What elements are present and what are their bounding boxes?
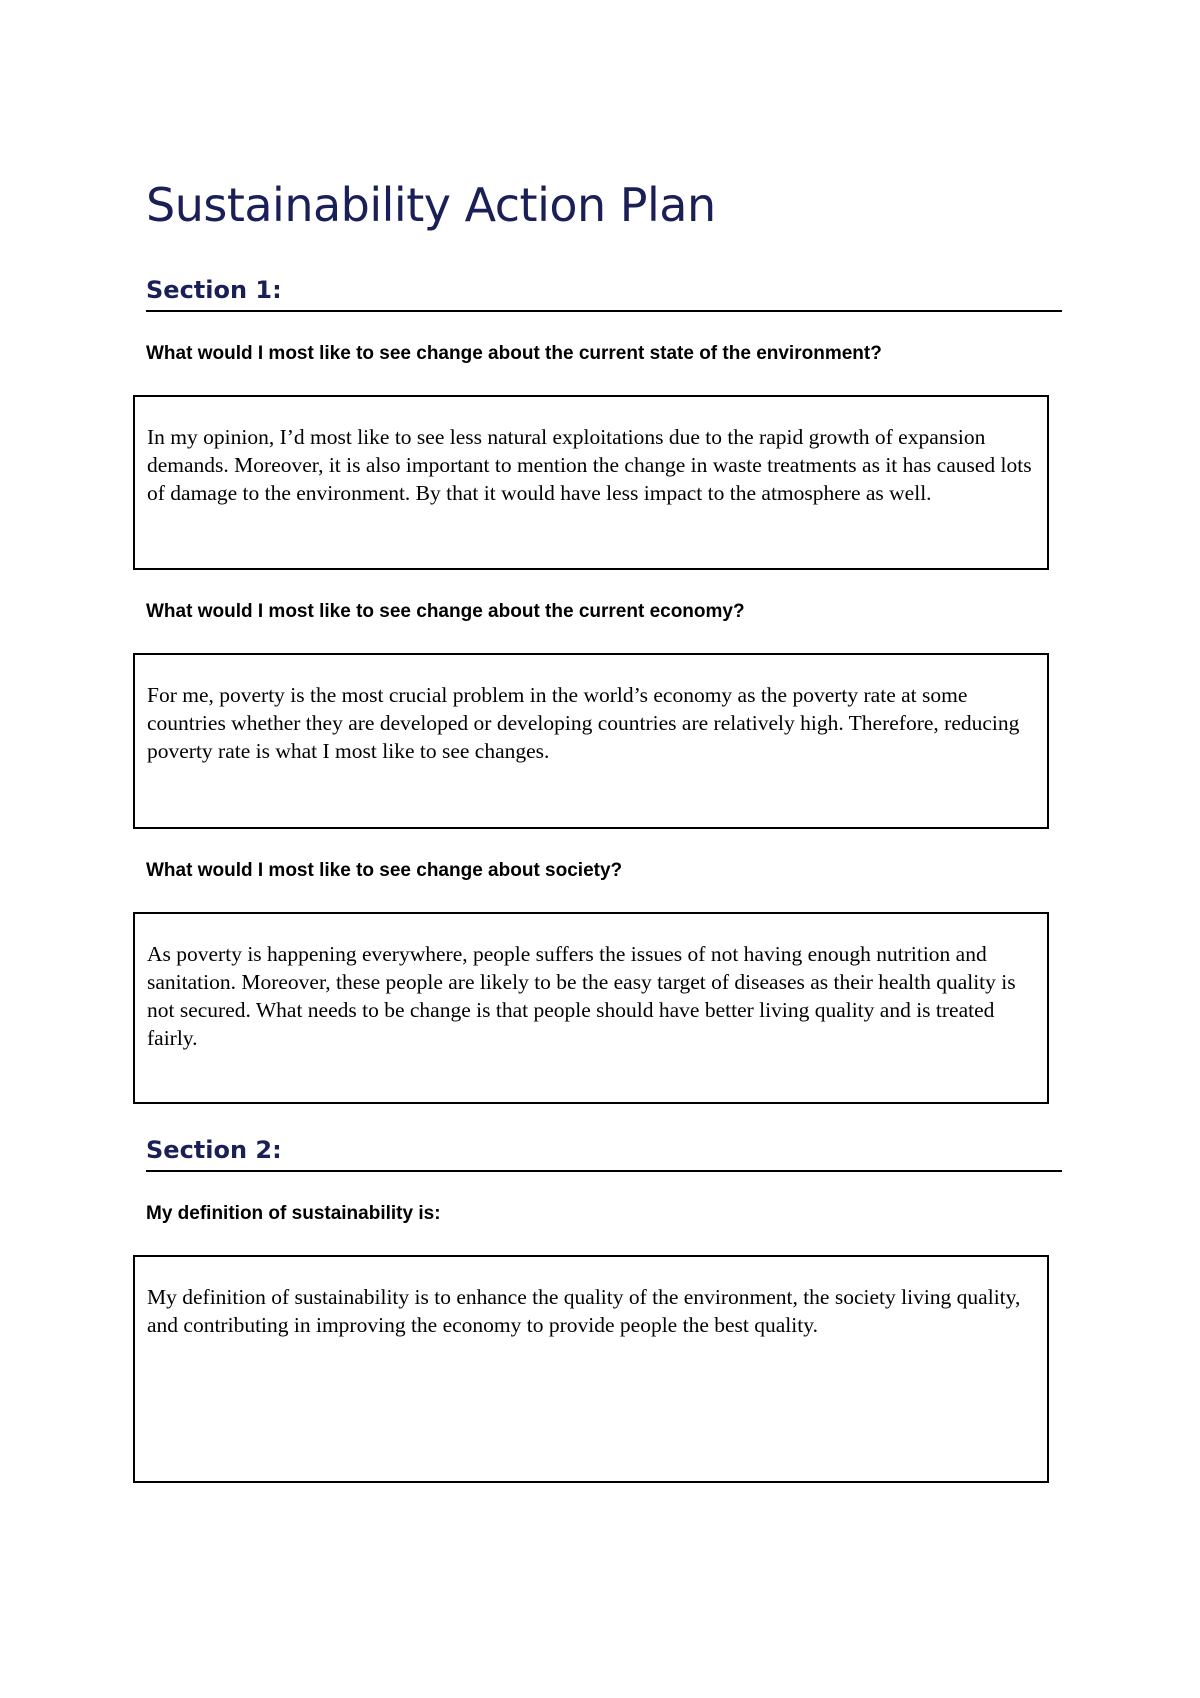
answer-text-environment: In my opinion, I’d most like to see less natural exploitations due to the rapid growth of expansion demands. Moreover, it is also important to mention the change in waste treatments as it has caused lots of damage to the environment. By that it would have less impact to the atmosphere as well. — [147, 425, 1032, 505]
answer-text-society: As poverty is happening everywhere, people suffers the issues of not having enough nutrition and sanitation. Moreover, these people are likely to be the easy target of diseases as their health quality is not secured. What needs to be change is that people should have better living quality and is treated fairly. — [147, 942, 1016, 1050]
answer-box-society[interactable] — [133, 912, 1049, 1104]
answer-text-sustainability-definition: My definition of sustainability is to enhance the quality of the environment, the society living quality, and contributing in improving the economy to provide people the best quality. — [147, 1285, 1021, 1337]
question-environment: What would I most like to see change about the current state of the environment? — [146, 343, 882, 364]
answer-box-environment[interactable] — [133, 395, 1049, 570]
document-title: Sustainability Action Plan — [146, 178, 716, 232]
answer-box-sustainability-definition[interactable] — [133, 1255, 1049, 1483]
answer-box-economy[interactable] — [133, 653, 1049, 829]
answer-text-economy: For me, poverty is the most crucial problem in the world’s economy as the poverty rate at some countries whether they are developed or developing countries are relatively high. Therefore, reducing poverty rate is what I most like to see changes. — [147, 683, 1020, 763]
section-1-heading: Section 1: — [146, 276, 1062, 312]
section-2-heading: Section 2: — [146, 1136, 1062, 1172]
question-society: What would I most like to see change about society? — [146, 860, 623, 881]
question-economy: What would I most like to see change about the current economy? — [146, 601, 745, 622]
question-sustainability-definition: My definition of sustainability is: — [146, 1203, 441, 1224]
